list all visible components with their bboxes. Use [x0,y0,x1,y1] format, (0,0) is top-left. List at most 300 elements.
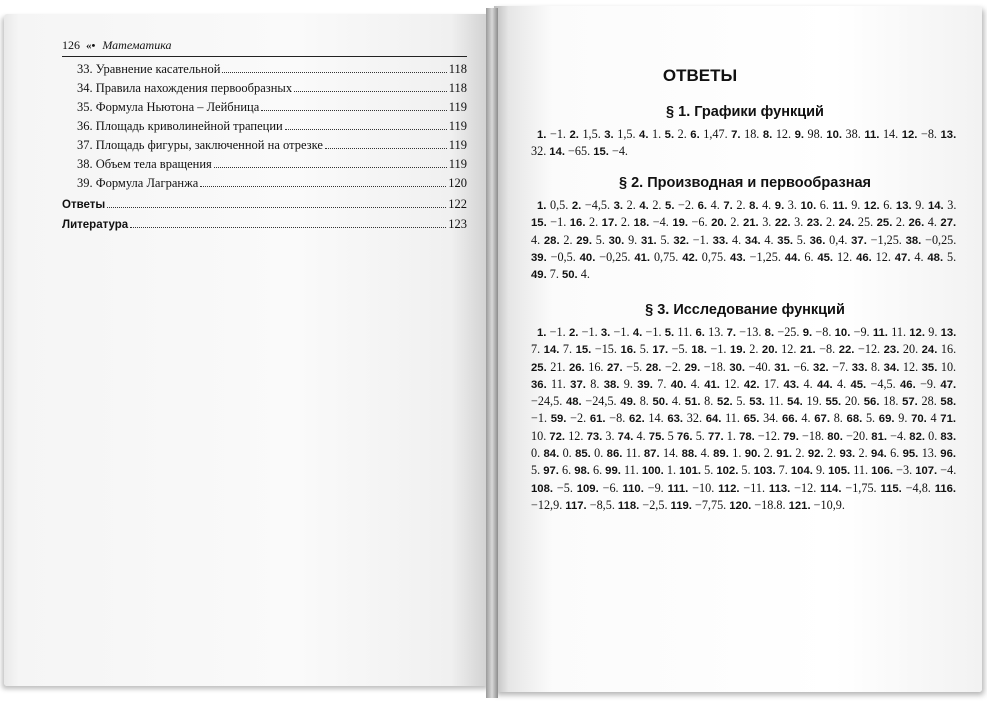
answer-number: 110. [622,482,644,495]
answer-number: 3. [604,129,614,141]
answer-number: 47. [894,251,911,264]
answer-number: 7. [723,200,733,212]
table-of-contents [62,62,467,236]
answer-value: 11. [677,325,693,339]
section-heading-1: § 1. Графики функций [666,104,824,120]
answer-number: 108. [531,482,553,495]
answer-number: 39. [531,251,547,264]
answer-value: −11. [743,480,766,495]
answer-number: 88. [681,448,698,461]
answer-number: 47. [940,378,957,391]
answer-value: 4 [930,411,937,426]
answer-value: 20. [902,342,919,357]
answer-value: 2. [825,215,836,230]
answer-number: 77. [707,430,724,443]
answer-number: 107. [915,465,938,478]
answer-number: 20. [711,217,727,230]
toc-entry-label: 39. Формула Лагранжа [77,176,199,190]
toc-leader-dots [222,62,446,73]
answer-value: 5. [704,463,714,478]
answer-value: −5. [626,359,643,374]
answer-number: 112. [718,482,740,495]
toc-leader-dots [261,100,446,111]
answer-number: 54. [787,396,803,409]
answer-number: 32. [673,234,690,247]
answer-value: 6. [883,198,893,212]
toc-entry-label: 36. Площадь криволинейной трапеции [77,119,283,133]
answer-number: 26. [568,361,585,374]
answer-number: 43. [730,251,746,264]
answer-number: 90. [744,448,761,461]
answer-value: 1. [726,428,736,443]
answer-number: 36. [531,378,547,391]
running-title: Математика [102,38,172,52]
answer-number: 41. [704,378,720,391]
section-heading-3: § 3. Исследование функций [645,302,845,318]
answer-value: 6. [561,463,572,478]
answer-number: 96. [940,448,956,461]
answer-number: 40. [579,251,596,264]
answer-number: 57. [902,396,918,409]
answer-number: 9. [802,327,813,339]
answer-number: 50. [652,396,669,409]
answer-value: 19. [806,394,822,409]
answer-value: −0,5. [550,249,576,264]
answer-number: 9. [794,129,804,141]
answer-number: 8. [762,129,773,141]
answer-number: 26. [908,217,925,230]
answer-number: 5. [665,200,675,212]
toc-entry [62,197,467,216]
answer-value: 8. [704,394,714,409]
answer-value: 4. [531,232,541,247]
answer-value: −4. [652,215,669,230]
answer-number: 114. [820,482,842,495]
answer-number: 38. [603,378,620,391]
answer-value: 4. [636,428,646,443]
answer-number: 70. [911,413,927,426]
answer-value: 14. [882,127,899,141]
answer-number: 21. [799,344,816,357]
answer-value: 3. [605,428,615,443]
answer-value: 0,4. [829,232,848,247]
answer-value: 4. [837,376,847,391]
answer-number: 18. [633,217,650,230]
answer-value: −2. [678,198,695,212]
answer-value: 7. [562,342,573,357]
answer-number: 63. [667,413,684,426]
answer-value: −1. [549,325,566,339]
toc-entry-page: 119 [448,157,467,171]
answer-value: −2,5. [642,497,668,512]
answer-value: −9. [853,325,870,339]
answer-number: 39. [637,378,653,391]
answer-number: 6. [695,327,705,339]
answer-value: 13. [921,446,937,461]
answer-number: 43. [783,378,800,391]
answer-value: −20. [846,428,869,443]
answer-number: 12. [909,327,925,339]
answer-number: 67. [814,413,830,426]
toc-entry-label: 33. Уравнение касательной [77,62,221,76]
answer-number: 5. [664,129,675,141]
answer-value: −1. [581,325,598,339]
answer-number: 28. [645,361,662,374]
answer-value: 8. [639,394,649,409]
answer-value: 9. [898,411,908,426]
answer-value: 1,47. [703,127,728,141]
answer-value: 2. [858,446,868,461]
answer-value: 10. [531,428,547,443]
answer-value: 3. [787,198,797,212]
answer-value: 12. [775,127,792,141]
answer-value: −12. [794,480,817,495]
answer-number: 87. [643,448,660,461]
answer-number: 121. [788,499,811,512]
answer-value: −4,5. [584,198,611,212]
answer-number: 45. [850,378,867,391]
answer-value: 4. [671,394,682,409]
toc-entry [62,138,467,157]
answer-value: 9. [851,198,861,212]
answer-number: 16. [620,344,637,357]
answer-number: 66. [782,413,798,426]
answer-value: −6. [691,215,708,230]
answer-value: 0. [594,446,604,461]
answer-value: 6. [890,446,900,461]
toc-leader-dots [130,217,446,228]
answer-number: 78. [739,430,755,443]
answer-number: 31. [640,234,657,247]
answer-number: 120. [729,499,752,512]
answer-value: −10,9. [813,497,845,512]
answer-value: −10. [692,480,715,495]
answer-value: −8,5. [589,497,615,512]
answer-value: −5. [671,342,688,357]
answer-value: 9. [628,232,638,247]
answer-number: 35. [777,234,793,247]
answer-value: 12. [568,428,584,443]
page-number: 126 [62,38,80,52]
answer-value: 0. [562,446,572,461]
answer-number: 75. [648,430,665,443]
answer-number: 42. [743,378,760,391]
answer-number: 4. [632,327,643,339]
answer-value: −7. [832,359,849,374]
answer-value: −4. [611,144,628,159]
answer-number: 2. [571,200,582,212]
answer-value: −4,5. [870,376,896,391]
answer-number: 111. [667,482,689,495]
answer-number: 4. [639,129,649,141]
answer-value: 3. [762,215,772,230]
answer-value: −5. [556,480,573,495]
answer-value: 4. [803,376,813,391]
answer-value: 8. [870,359,881,374]
answer-value: 0,75. [653,249,679,264]
toc-entry-page: 119 [448,119,467,133]
answer-number: 37. [570,378,586,391]
answer-value: 5. [946,249,957,264]
answer-number: 118. [617,499,640,512]
answer-value: −2. [664,359,681,374]
answer-value: 5. [531,463,541,478]
answers-block-2 [531,197,956,283]
answer-number: 23. [806,217,823,230]
answer-value: −25. [777,325,800,339]
toc-entry-page: 119 [448,138,467,152]
answer-value: 16. [588,359,604,374]
answer-value: 9. [623,376,633,391]
answer-value: 10. [940,359,957,374]
answer-value: 1. [732,446,742,461]
answer-value: −4. [890,428,907,443]
answer-number: 48. [927,251,944,264]
answer-number: 16. [569,217,586,230]
answer-value: −40. [748,359,771,374]
answer-value: −3. [896,463,913,478]
answer-value: 16. [940,342,957,357]
answer-value: −1,25. [870,232,902,247]
answer-number: 6. [697,200,708,212]
answer-value: 4. [764,232,774,247]
answer-value: 38. [845,127,861,141]
answer-value: 3. [794,215,804,230]
answer-number: 25. [876,217,893,230]
answer-value: 2. [652,198,662,212]
answer-number: 81. [871,430,888,443]
answer-value: 5. [660,232,670,247]
answer-value: −0,25. [925,232,957,247]
answer-value: 1. [666,463,677,478]
toc-entry-label: Ответы [62,199,106,211]
answer-value: 2. [589,215,599,230]
toc-entry [62,62,467,81]
answer-value: 8. [590,376,600,391]
answer-value: −8. [819,342,836,357]
answer-number: 42. [682,251,698,264]
answer-value: 2. [620,215,631,230]
answer-number: 27. [606,361,623,374]
answer-value: 0. [928,428,938,443]
answer-value: −65. [568,144,591,159]
answer-value: 1,5. [582,127,601,141]
answer-number: 6. [690,129,700,141]
answer-value: 34. [763,411,779,426]
header-marker: «• [86,40,96,52]
answer-number: 13. [940,129,957,141]
answer-number: 113. [768,482,791,495]
answer-value: 18. [744,127,760,141]
answer-value: 2. [795,446,805,461]
answer-number: 44. [816,378,833,391]
toc-entry-page: 118 [448,62,467,76]
answer-number: 106. [871,465,894,478]
answers-block-1 [531,126,956,161]
answer-number: 19. [730,344,746,357]
answer-value: 2. [895,215,905,230]
answer-value: −9. [647,480,664,495]
answer-value: 1. [651,127,662,141]
answer-number: 37. [851,234,867,247]
answer-value: −18.8. [754,497,786,512]
answer-number: 89. [713,448,729,461]
answer-number: 2. [568,327,579,339]
answer-number: 83. [940,430,957,443]
answer-number: 27. [940,217,957,230]
answer-number: 12. [901,129,918,141]
answer-number: 97. [543,465,559,478]
answer-number: 35. [921,361,938,374]
answer-value: 11. [725,411,740,426]
answer-number: 25. [531,361,547,374]
answer-value: 9. [915,198,925,212]
answer-value: −12. [757,428,781,443]
answer-value: −1. [549,127,566,141]
answer-number: 15. [531,217,547,230]
answer-number: 15. [575,344,592,357]
toc-entry [62,157,467,176]
toc-entry [62,176,467,195]
answer-number: 40. [670,378,687,391]
answer-number: 3. [613,200,624,212]
answer-number: 52. [716,396,733,409]
answer-value: 5. [695,428,705,443]
answer-number: 82. [909,430,925,443]
answer-value: 11. [625,446,641,461]
toc-entry-label: 37. Площадь фигуры, заключенной на отрезке [77,138,323,152]
answer-value: 11. [891,325,906,339]
answer-value: 4. [710,198,720,212]
answer-number: 93. [839,448,856,461]
answer-value: −1. [531,411,548,426]
answer-number: 51. [684,396,701,409]
answer-number: 62. [629,413,645,426]
answer-value: 2. [730,215,740,230]
answer-value: 7. [778,463,788,478]
answer-number: 46. [856,251,872,264]
answer-value: 21. [550,359,566,374]
answer-number: 94. [871,448,887,461]
answer-number: 80. [827,430,843,443]
answer-value: 4. [580,267,590,282]
answer-number: 61. [589,413,606,426]
answer-number: 117. [565,499,587,512]
answer-number: 11. [864,129,880,141]
answer-value: −8. [815,325,832,339]
answer-number: 31. [774,361,790,374]
answer-value: 0. [531,446,541,461]
answer-number: 46. [900,378,916,391]
answer-number: 2. [569,129,579,141]
answer-number: 17. [601,217,618,230]
toc-entry-page: 120 [448,176,467,190]
answer-number: 24. [838,217,855,230]
answer-number: 34. [883,361,900,374]
answer-number: 22. [838,344,855,357]
answer-number: 33. [851,361,868,374]
answer-value: 6. [592,463,603,478]
answer-value: 8. [833,411,843,426]
answer-number: 50. [561,269,578,282]
answer-value: 13. [708,325,724,339]
answer-number: 45. [817,251,834,264]
answer-value: 12. [836,249,853,264]
answer-value: 32. [531,144,547,159]
toc-entry [62,119,467,138]
answer-value: 12. [902,359,919,374]
answer-value: −24,5. [585,394,617,409]
answer-number: 109. [576,482,599,495]
answer-value: 4. [762,198,772,212]
answer-number: 95. [902,448,919,461]
answer-value: 25. [857,215,874,230]
book-spine [486,8,498,698]
answer-value: 5. [741,463,751,478]
answer-value: −12,9. [531,497,563,512]
toc-leader-dots [294,81,447,92]
answer-number: 49. [531,269,547,282]
answer-number: 3. [600,327,611,339]
answer-value: 0,5. [550,198,569,212]
toc-leader-dots [285,119,447,130]
answer-value: 7. [531,342,541,357]
answer-value: 32. [686,411,703,426]
answer-value: 11. [768,394,784,409]
answer-value: −1. [550,215,567,230]
answer-value: 4. [927,215,937,230]
answer-number: 100. [641,465,664,478]
answer-value: 9. [928,325,938,339]
answer-value: 12. [875,249,891,264]
answer-number: 4. [639,200,649,212]
answer-value: 14. [662,446,679,461]
answer-value: −6. [793,359,810,374]
answer-value: −1. [692,232,709,247]
answer-number: 72. [549,430,566,443]
answer-number: 84. [543,448,560,461]
answer-value: −1. [613,325,630,339]
answer-value: −1. [645,325,662,339]
answer-number: 64. [705,413,722,426]
answer-value: 4. [690,376,700,391]
answer-value: −12. [857,342,881,357]
answer-value: 5. [595,232,605,247]
answer-value: −4. [940,463,957,478]
answer-number: 71. [940,413,956,426]
answer-number: 29. [576,234,592,247]
answer-value: 4. [801,411,811,426]
answer-number: 5. [664,327,675,339]
answer-number: 9. [774,200,785,212]
answer-value: 2. [736,198,746,212]
answer-number: 98. [574,465,590,478]
answer-value: 7. [657,376,667,391]
answer-number: 1. [537,129,547,141]
answer-value: −18. [703,359,726,374]
answer-number: 34. [744,234,761,247]
answer-value: 11. [623,463,639,478]
answer-number: 18. [691,344,707,357]
answer-number: 10. [826,129,843,141]
answer-number: 17. [652,344,669,357]
answer-value: 12. [781,342,797,357]
answer-number: 79. [783,430,799,443]
answer-number: 115. [880,482,902,495]
answer-value: 3. [947,198,957,212]
answer-value: −18. [801,428,825,443]
toc-entry [62,217,467,236]
